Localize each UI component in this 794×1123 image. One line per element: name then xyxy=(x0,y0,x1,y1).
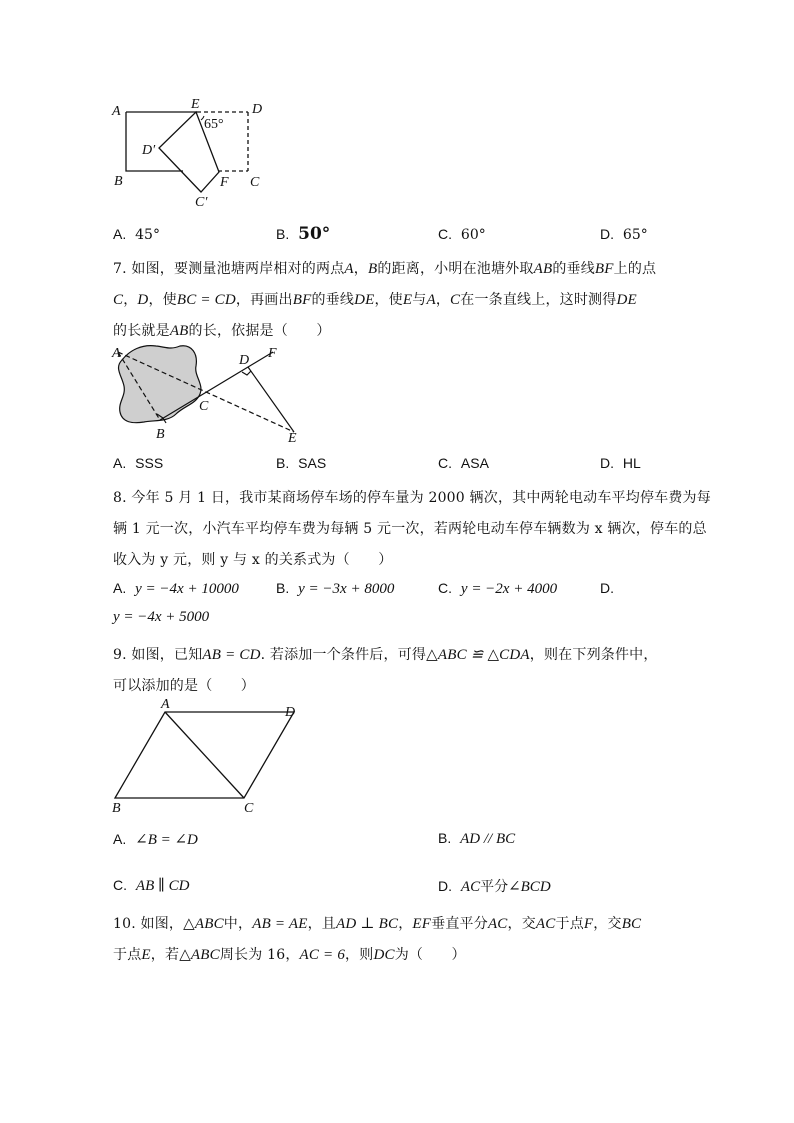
q6-option-b[interactable]: B. 50° xyxy=(276,224,331,244)
q9-line-2: 可以添加的是（ ） xyxy=(113,678,255,694)
q7-line-3: 的长就是AB的长，依据是（ ） xyxy=(113,323,331,339)
q8-line-3: 收入为 y 元，则 y 与 x 的关系式为（ ） xyxy=(113,552,393,568)
q7-line-2: C，D，使BC = CD，再画出BF的垂线DE，使E与A，C在一条直线上，这时测得DE xyxy=(113,292,637,308)
q9-figure xyxy=(108,697,308,817)
pond-shape xyxy=(119,346,201,423)
q9-label-D: D xyxy=(285,705,296,720)
q9-line-1: 9. 如图，已知AB = CD. 若添加一个条件后，可得△ABC ≌ △CDA，则在下列条件中， xyxy=(113,647,658,663)
q10-line-2: 于点E，若△ABC周长为 16，AC = 6，则DC为（ ） xyxy=(113,947,466,963)
q6-label-D: D xyxy=(252,102,263,117)
q8-option-b[interactable]: B. y = −3x + 8000 xyxy=(276,580,395,597)
q7-label-B: B xyxy=(156,427,165,442)
q7-label-F: F xyxy=(268,346,277,361)
q6-option-a[interactable]: A. 45° xyxy=(113,226,160,243)
q7-option-b[interactable]: B. SAS xyxy=(276,455,327,471)
q6-option-d[interactable]: D. 65° xyxy=(600,226,648,243)
q7-option-c[interactable]: C. ASA xyxy=(438,455,489,471)
q6-label-Cprime: C′ xyxy=(195,195,208,210)
q9-option-d[interactable]: D. AC平分∠BCD xyxy=(438,878,551,895)
q6-label-E: E xyxy=(191,97,200,112)
q9-label-B: B xyxy=(112,801,121,816)
q9-option-c[interactable]: C. AB ∥ CD xyxy=(113,877,190,894)
q10-line-1: 10. 如图，△ABC中，AB = AE，且AD ⊥ BC，EF垂直平分AC，交AC于点F，交BC xyxy=(113,916,642,932)
q7-label-A: A xyxy=(112,346,121,361)
q8-option-d-value[interactable]: y = −4x + 5000 xyxy=(113,609,210,625)
q6-figure xyxy=(100,90,280,215)
q6-label-A: A xyxy=(112,104,121,119)
q9-option-a[interactable]: A. ∠B = ∠D xyxy=(113,831,198,848)
q8-line-1: 8. 今年 5 月 1 日，我市某商场停车场的停车量为 2000 辆次，其中两轮电动车平均停车费为每 xyxy=(113,490,711,506)
q6-label-Dprime: D′ xyxy=(142,143,156,158)
q9-option-b[interactable]: B. AD // BC xyxy=(438,830,516,847)
q7-option-d[interactable]: D. HL xyxy=(600,455,641,471)
q7-label-E: E xyxy=(288,431,297,446)
q8-line-2: 辆 1 元一次，小汽车平均停车费为每辆 5 元一次，若两轮电动车停车辆数为 x 辆次，停车的总 xyxy=(113,521,707,537)
q9-label-A: A xyxy=(161,697,170,712)
q8-option-a[interactable]: A. y = −4x + 10000 xyxy=(113,580,239,597)
q8-option-d-letter[interactable]: D. xyxy=(600,580,614,596)
q7-label-D: D xyxy=(239,353,250,368)
q6-label-C: C xyxy=(250,175,260,190)
q6-label-F: F xyxy=(220,175,229,190)
q7-option-a[interactable]: A. SSS xyxy=(113,455,164,471)
q6-label-B: B xyxy=(114,174,123,189)
q9-label-C: C xyxy=(244,801,254,816)
q8-option-c[interactable]: C. y = −2x + 4000 xyxy=(438,580,558,597)
q6-angle-label: 65° xyxy=(204,117,224,132)
q7-line-1: 7. 如图，要测量池塘两岸相对的两点A，B的距离，小明在池塘外取AB的垂线BF上的点 xyxy=(113,261,657,277)
q6-option-c[interactable]: C. 60° xyxy=(438,226,486,243)
q7-figure xyxy=(108,342,308,447)
q7-label-C: C xyxy=(199,399,209,414)
